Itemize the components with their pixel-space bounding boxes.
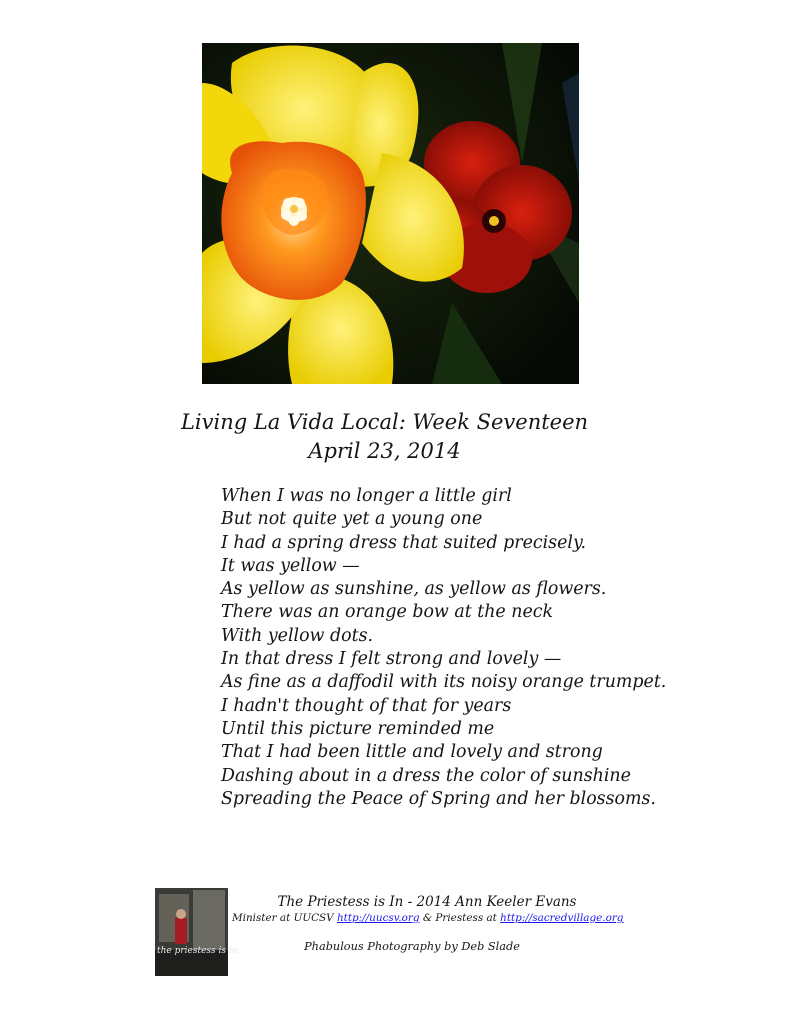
poem-line: In that dress I felt strong and lovely — — [221, 649, 562, 670]
poem — [221, 485, 666, 811]
poem-line: That I had been little and lovely and strong — [221, 742, 603, 763]
poem-line: As fine as a daffodil with its noisy orange trumpet. — [221, 672, 667, 693]
thumbnail-illustration — [155, 888, 228, 976]
poem-line: As yellow as sunshine, as yellow as flowers. — [221, 579, 607, 600]
photo-credit: Phabulous Photography by Deb Slade — [304, 940, 520, 953]
poem-line: There was an orange bow at the neck — [221, 602, 554, 623]
page-date: April 23, 2014 — [308, 439, 461, 463]
footer — [232, 893, 622, 954]
poem-line: With yellow dots. — [221, 625, 374, 646]
poem-line: I had a spring dress that suited precisely. — [221, 532, 586, 553]
role-priestess: & Priestess at — [422, 912, 497, 924]
page-title: Living La Vida Local: Week Seventeen — [180, 410, 589, 434]
poem-line: Dashing about in a dress the color of sunshine — [221, 765, 631, 786]
poem-line: Until this picture reminded me — [221, 718, 495, 739]
poem-line: But not quite yet a young one — [221, 509, 483, 530]
poem-line: It was yellow — — [221, 555, 360, 576]
footer-credit: The Priestess is In - 2014 Ann Keeler Evans — [277, 894, 577, 910]
uucsv-link[interactable]: http://uucsv.org — [336, 912, 420, 924]
page-title-block — [0, 408, 791, 466]
poem-line: I hadn't thought of that for years — [221, 695, 512, 716]
flower-illustration — [202, 43, 579, 384]
sacredvillage-link[interactable]: http://sacredvillage.org — [500, 912, 624, 924]
priestess-thumbnail — [155, 888, 238, 976]
poem-line: Spreading the Peace of Spring and her blossoms. — [221, 788, 656, 809]
thumbnail-caption: the priestess is in — [157, 946, 238, 956]
poem-line: When I was no longer a little girl — [221, 486, 512, 506]
daffodil-pansy-photo — [202, 43, 579, 384]
role-minister: Minister at UUCSV — [232, 912, 334, 924]
footer-roles — [232, 911, 622, 926]
